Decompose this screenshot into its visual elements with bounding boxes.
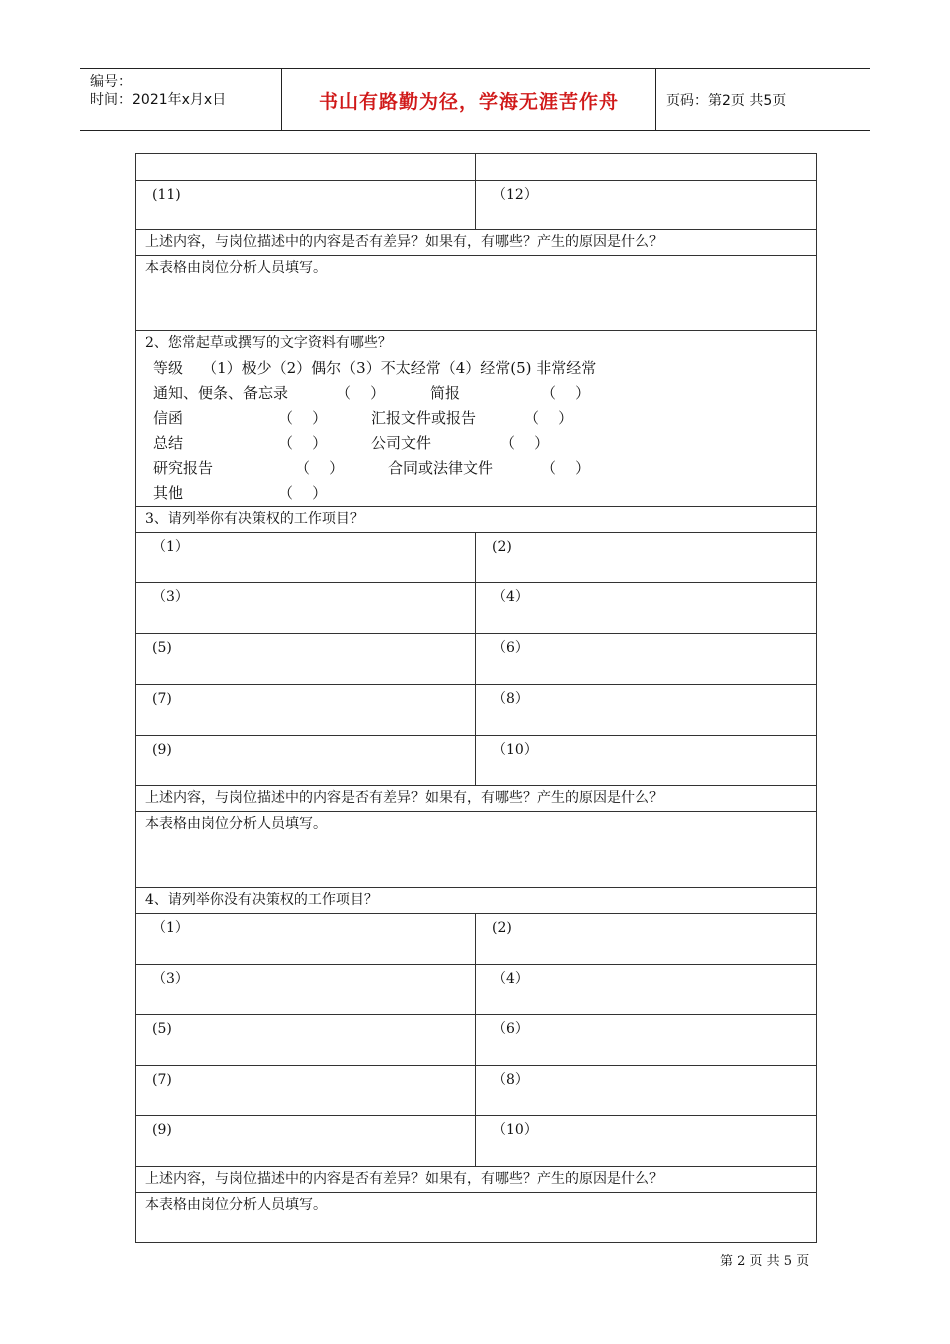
header-page-label: 页码：第2页 共5页 <box>666 93 787 109</box>
page-footer: 第 2 页 共 5 页 <box>720 1254 810 1269</box>
decision-item-cell[interactable]: (9) <box>136 736 476 785</box>
answer-cell[interactable] <box>136 154 476 180</box>
table-row <box>136 583 816 634</box>
frequency-mark[interactable]: （ ） <box>500 434 550 452</box>
table-row <box>136 1116 816 1167</box>
answer-cell[interactable] <box>476 154 816 180</box>
frequency-mark[interactable]: （ ） <box>524 409 574 427</box>
diff-question: 上述内容，与岗位描述中的内容是否有差异？如果有，有哪些？产生的原因是什么？ <box>136 1167 816 1193</box>
header-divider <box>655 69 656 130</box>
frequency-mark[interactable]: （ ） <box>541 384 591 402</box>
item-11-cell[interactable]: (11) <box>136 181 476 229</box>
frequency-mark[interactable]: （ ） <box>295 459 345 477</box>
table-row <box>136 736 816 786</box>
section-2-title: 2、您常起草或撰写的文字资料有哪些？ <box>145 335 392 351</box>
header-motto: 书山有路勤为径，学海无涯苦作舟 <box>318 91 619 113</box>
frequency-grid <box>136 353 816 533</box>
table-row <box>136 1066 816 1116</box>
no-decision-item-cell[interactable]: （6） <box>492 1021 529 1037</box>
time-label: 时间：2021年x月x日 <box>90 92 227 108</box>
decision-item-cell[interactable]: （8） <box>492 691 529 707</box>
page-header <box>80 68 870 131</box>
doc-type-label: 简报 <box>430 384 461 402</box>
table-row <box>136 181 816 230</box>
no-decision-item-cell[interactable]: （3） <box>136 965 476 1014</box>
table-row <box>136 533 816 583</box>
analyst-note[interactable]: 本表格由岗位分析人员填写。 <box>136 1193 816 1243</box>
decision-item-cell[interactable]: （6） <box>492 640 529 656</box>
diff-question: 上述内容，与岗位描述中的内容是否有差异？如果有，有哪些？产生的原因是什么？ <box>136 786 816 812</box>
no-decision-item-cell[interactable]: (5) <box>136 1015 476 1065</box>
table-row <box>136 154 816 181</box>
item-12-cell[interactable]: （12） <box>492 187 538 203</box>
section-4-title: 4、请列举你没有决策权的工作项目？ <box>136 888 816 914</box>
header-meta <box>90 73 226 109</box>
no-decision-item-cell[interactable]: (2) <box>492 920 512 936</box>
doc-type-label: 信函 <box>153 409 184 427</box>
table-row <box>136 965 816 1015</box>
table-row <box>136 914 816 965</box>
doc-type-label: 合同或法律文件 <box>388 459 494 477</box>
diff-question: 上述内容，与岗位描述中的内容是否有差异？如果有，有哪些？产生的原因是什么？ <box>136 230 816 256</box>
section-3-title: 3、请列举你有决策权的工作项目？ <box>136 507 816 533</box>
analyst-note[interactable]: 本表格由岗位分析人员填写。 <box>136 812 816 888</box>
no-decision-item-cell[interactable]: （1） <box>136 914 476 964</box>
frequency-mark[interactable]: （ ） <box>336 384 386 402</box>
decision-item-cell[interactable]: （4） <box>492 589 529 605</box>
frequency-mark[interactable]: （ ） <box>278 409 328 427</box>
decision-item-cell[interactable]: (5) <box>136 634 476 684</box>
no-decision-item-cell[interactable]: （4） <box>492 971 529 987</box>
frequency-mark[interactable]: （ ） <box>278 434 328 452</box>
analyst-note[interactable]: 本表格由岗位分析人员填写。 <box>136 256 816 331</box>
table-row <box>136 685 816 736</box>
decision-item-cell[interactable]: （3） <box>136 583 476 633</box>
decision-item-cell[interactable]: （10） <box>492 742 538 758</box>
table-row <box>136 1015 816 1066</box>
frequency-mark[interactable]: （ ） <box>541 459 591 477</box>
survey-form <box>135 153 817 1243</box>
code-label: 编号： <box>90 74 132 90</box>
no-decision-item-cell[interactable]: (7) <box>136 1066 476 1115</box>
frequency-mark[interactable]: （ ） <box>278 484 328 502</box>
no-decision-item-cell[interactable]: （8） <box>492 1072 529 1088</box>
writing-frequency-section <box>136 331 816 507</box>
decision-item-cell[interactable]: (2) <box>492 539 512 555</box>
doc-type-label: 通知、便条、备忘录 <box>153 384 289 402</box>
doc-type-label: 公司文件 <box>371 434 432 452</box>
decision-item-cell[interactable]: （1） <box>136 533 476 582</box>
doc-type-label: 其他 <box>153 484 184 502</box>
no-decision-item-cell[interactable]: (9) <box>136 1116 476 1166</box>
no-decision-item-cell[interactable]: （10） <box>492 1122 538 1138</box>
doc-type-label: 研究报告 <box>153 459 214 477</box>
table-row <box>136 634 816 685</box>
frequency-scale: 等级 （1）极少（2）偶尔（3）不太经常（4）经常(5) 非常经常 <box>153 359 597 377</box>
doc-type-label: 总结 <box>153 434 184 452</box>
decision-item-cell[interactable]: (7) <box>136 685 476 735</box>
doc-type-label: 汇报文件或报告 <box>371 409 477 427</box>
